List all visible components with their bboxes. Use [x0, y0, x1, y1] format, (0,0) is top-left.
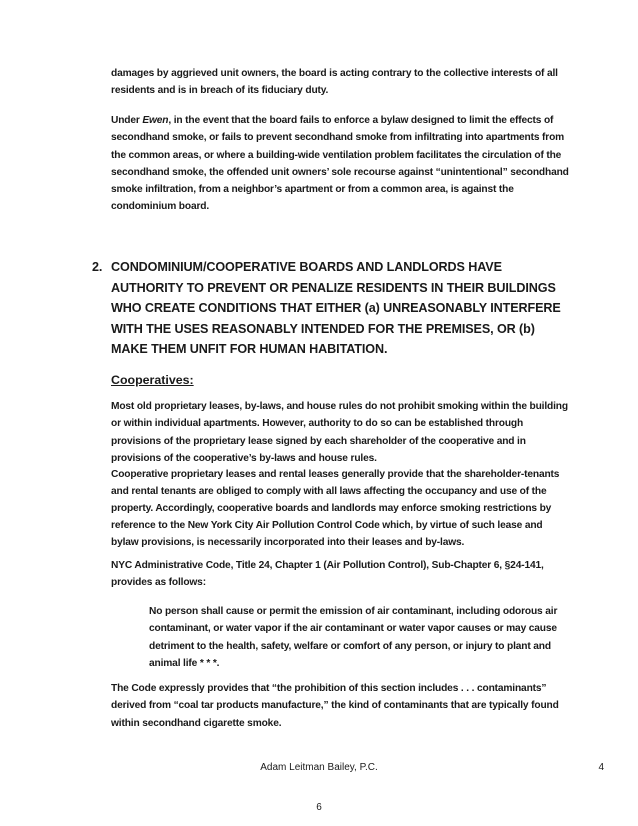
section-number: 2. — [92, 260, 103, 274]
footer-page-number: 4 — [598, 762, 604, 773]
section-heading — [92, 257, 572, 360]
footer-firm-name: Adam Leitman Bailey, P.C. — [260, 762, 378, 773]
subheading-cooperatives: Cooperatives: — [111, 373, 194, 387]
paragraph-proprietary-leases: Most old proprietary leases, by-laws, and house rules do not prohibit smoking within the building or within individual apartments. However, authority to do so can be established through provisions of the proprietary lease signed by each shareholder of the cooperative and in provisions of the cooperative’s by-laws and house rules. — [111, 401, 568, 464]
section-heading-text: CONDOMINIUM/COOPERATIVE BOARDS AND LANDLORDS HAVE AUTHORITY TO PREVENT OR PENALIZE RESIDENTS IN THEIR BUILDINGS WHO CREATE CONDITIONS THAT EITHER (a) UNREASONABLY INTERFERE WITH THE USES REASONABLY INTENDED FOR THE PREMISES, OR (b) MAKE THEM UNFIT FOR HUMAN HABITATION. — [111, 260, 561, 357]
paragraph-cooperative-leases: Cooperative proprietary leases and rental leases generally provide that the shareholder-tenants and rental tenants are obliged to comply with all laws affecting the occupancy and use of the property. Accordingly, cooperative boards and landlords may enforce smoking restrictions by reference to the New York City Air Pollution Control Code which, by virtue of such lease and bylaw provisions, is necessarily incorporated into their leases and by-laws. — [111, 469, 560, 548]
bottom-page-number: 6 — [316, 802, 322, 813]
case-name-ewen: Ewen — [142, 115, 169, 126]
paragraph-code-expressly: The Code expressly provides that “the prohibition of this section includes . . . contaminants” derived from “coal tar products manufacture,” the kind of contaminants that are typically found within secondhand cigarette smoke. — [111, 683, 559, 729]
paragraph-ewen-after: , in the event that the board fails to enforce a bylaw designed to limit the effects of secondhand smoke, or fails to prevent secondhand smoke from infiltrating into apartments from the common areas, or where a building-wide ventilation problem facilitates the circulation of the secondhand smoke, the offended unit owners’ sole recourse against “unintentional” secondhand smoke infiltration, from a neighbor’s apartment or from a common area, is against the condominium board. — [111, 115, 569, 213]
paragraph-ewen-before: Under — [111, 115, 143, 126]
paragraph-ewen — [111, 112, 571, 216]
block-quote-code: No person shall cause or permit the emission of air contaminant, including odorous air contaminant, or water vapor if the air contaminant or water vapor causes or may cause detriment to the health, safety, welfare or comfort of any person, or injury to plant and animal life * * *. — [149, 606, 558, 669]
paragraph-nyc-code: NYC Administrative Code, Title 24, Chapter 1 (Air Pollution Control), Sub-Chapter 6, §24-141, provides as follows: — [111, 560, 544, 589]
paragraph-damages: damages by aggrieved unit owners, the board is acting contrary to the collective interests of all residents and is in breach of its fiduciary duty. — [111, 68, 558, 97]
